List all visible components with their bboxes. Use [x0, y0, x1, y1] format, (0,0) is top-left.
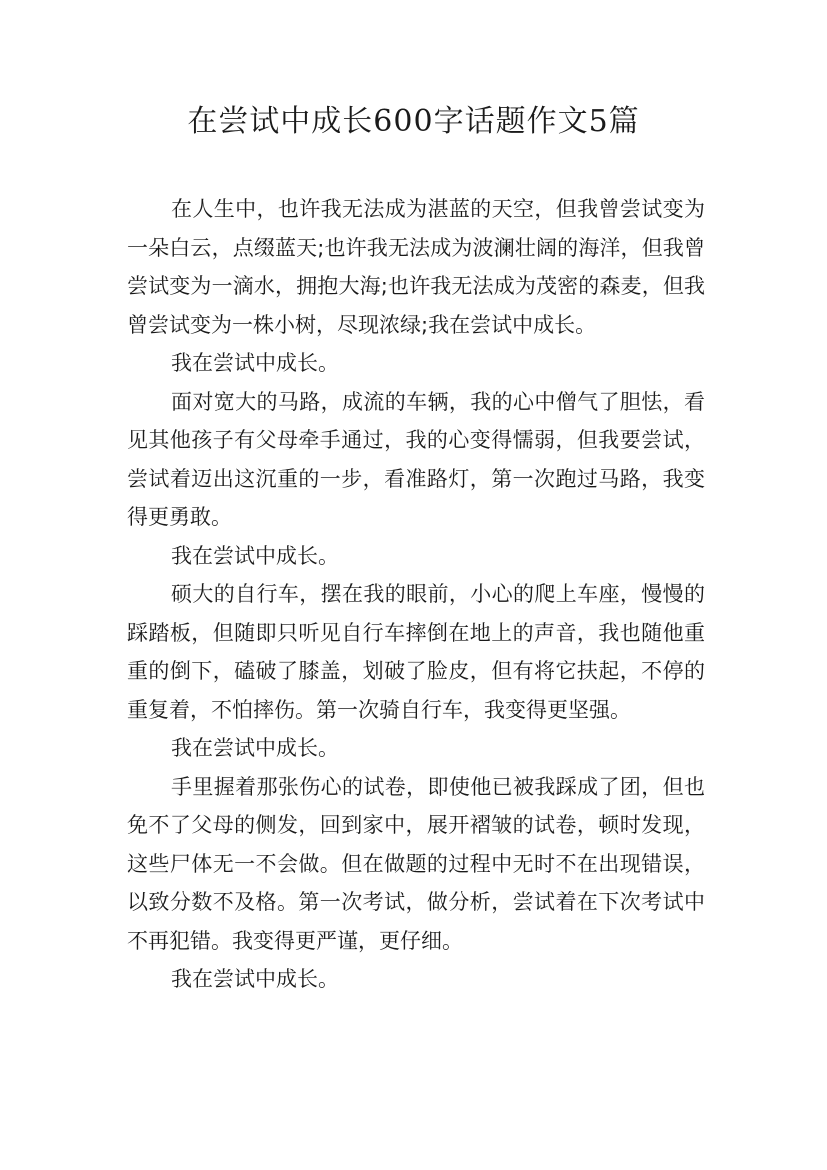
- document-body: [127, 190, 705, 999]
- paragraph-bicycle: 硕大的自行车，摆在我的眼前，小心的爬上车座，慢慢的踩踏板，但随即只听见自行车摔倒在地上的声音，我也随他重重的倒下，磕破了膝盖，划破了脸皮，但有将它扶起，不停的重复着，不怕摔伤。第一次骑自行车，我变得更坚强。: [127, 582, 705, 722]
- paragraph-refrain: 我在尝试中成长。: [171, 351, 339, 375]
- paragraph-refrain: 我在尝试中成长。: [171, 967, 339, 991]
- paragraph-intro: 在人生中，也许我无法成为湛蓝的天空，但我曾尝试变为一朵白云，点缀蓝天;也许我无法成为波澜壮阔的海洋，但我曾尝试变为一滴水，拥抱大海;也许我无法成为茂密的森麦，但我曾尝试变为一株小树，尽现浓绿;我在尝试中成长。: [127, 197, 705, 337]
- paragraph-exam: 手里握着那张伤心的试卷，即使他已被我踩成了团，但也免不了父母的侧发，回到家中，展开褶皱的试卷，顿时发现，这些尸体无一不会做。但在做题的过程中无时不在出现错误，以致分数不及格。第一次考试，做分析，尝试着在下次考试中不再犯错。我变得更严谨，更仔细。: [127, 774, 705, 953]
- paragraph-road-crossing: 面对宽大的马路，成流的车辆，我的心中僧气了胆怯，看见其他孩子有父母牵手通过，我的心变得懦弱，但我要尝试，尝试着迈出这沉重的一步，看准路灯，第一次跑过马路，我变得更勇敢。: [127, 389, 705, 529]
- paragraph-refrain: 我在尝试中成长。: [171, 543, 339, 568]
- paragraph-refrain: 我在尝试中成长。: [171, 736, 339, 760]
- document-title: 在尝试中成长600字话题作文5篇: [187, 104, 640, 139]
